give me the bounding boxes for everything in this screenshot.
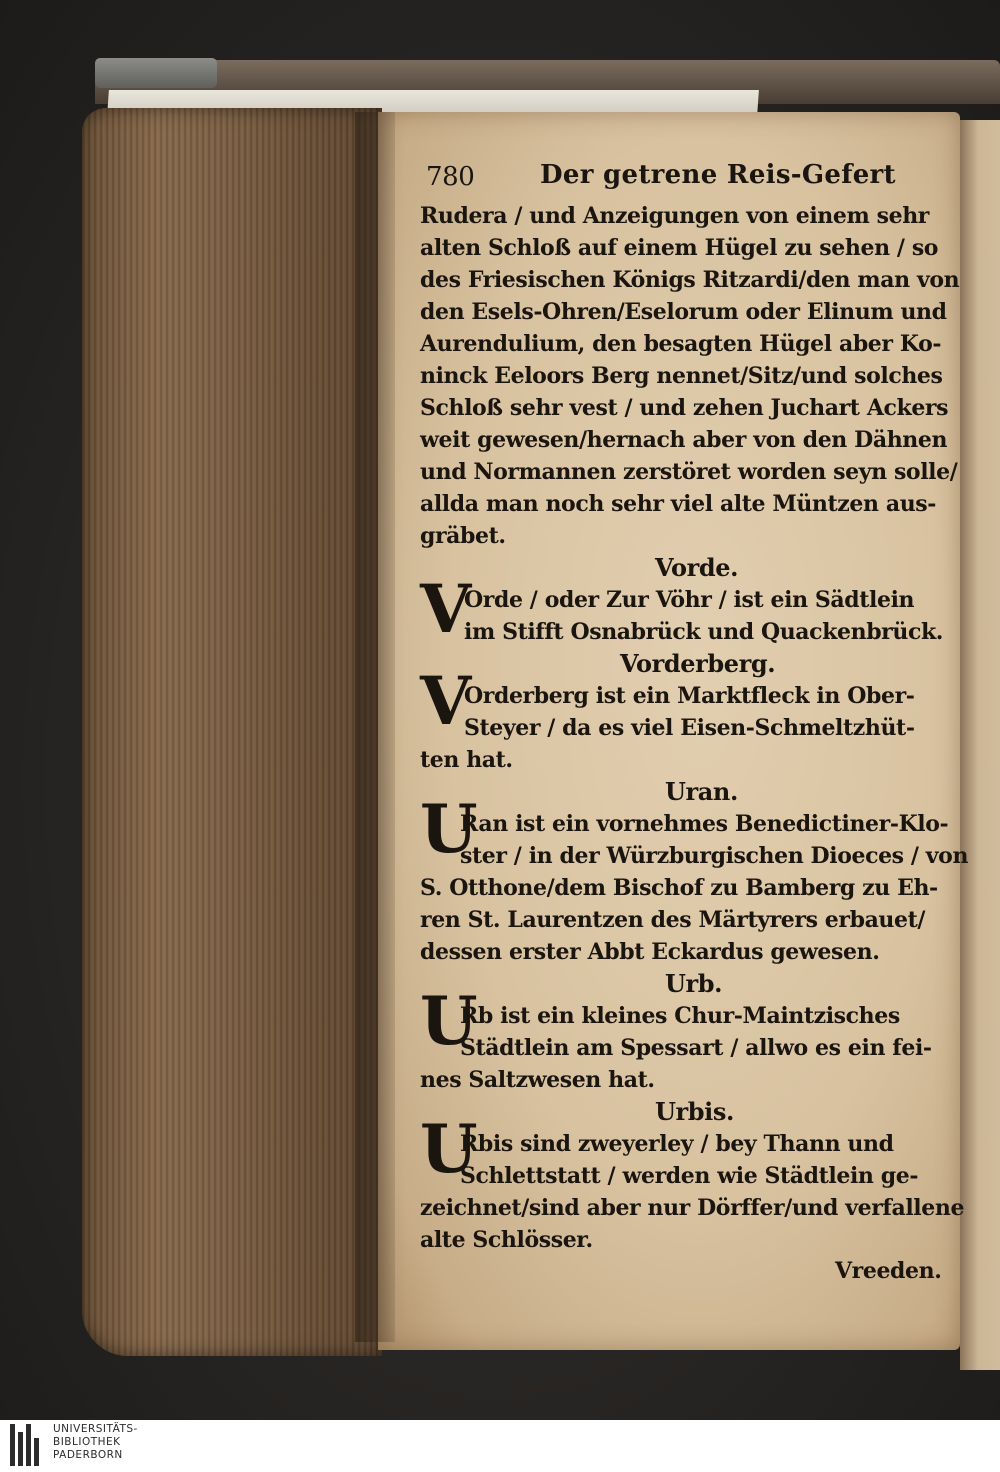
text-line: Rb ist ein kleines Chur-Maintzisches: [460, 1003, 900, 1029]
entry-heading: Vorderberg.: [620, 649, 776, 678]
drop-initial: V: [420, 662, 471, 740]
library-logo-icon: [10, 1424, 44, 1466]
text-line: allda man noch sehr viel alte Müntzen aus-: [420, 491, 937, 517]
entry-heading: Vorde.: [655, 553, 739, 582]
metal-clasp: [95, 58, 217, 88]
page-block-edges: [82, 108, 382, 1356]
drop-initial: U: [420, 1110, 478, 1188]
text-line: Steyer / da es viel Eisen-Schmeltzhüt-: [464, 715, 915, 741]
text-line: S. Otthone/dem Bischof zu Bamberg zu Eh-: [420, 875, 938, 901]
text-line: Rbis sind zweyerley / bey Thann und: [460, 1131, 894, 1157]
catchword: Vreeden.: [835, 1258, 942, 1284]
text-line: Ran ist ein vornehmes Benedictiner-Klo-: [460, 811, 949, 837]
facing-page-edge: [960, 120, 1000, 1370]
text-line: Städtlein am Spessart / allwo es ein fei-: [460, 1035, 932, 1061]
text-line: ster / in der Würzburgischen Dioeces / von: [460, 843, 969, 869]
text-line: im Stifft Osnabrück und Quackenbrück.: [464, 619, 944, 645]
text-line: des Friesischen Königs Ritzardi/den man von: [420, 267, 960, 293]
library-name-line: PADERBORN: [53, 1449, 123, 1461]
text-line: Orde / oder Zur Vöhr / ist ein Sädtlein: [464, 587, 915, 613]
text-line: ren St. Laurentzen des Märtyrers erbauet/: [420, 907, 926, 933]
text-line: und Normannen zerstöret worden seyn solle/: [420, 459, 958, 485]
text-line: alten Schloß auf einem Hügel zu sehen / so: [420, 235, 939, 261]
drop-initial: U: [420, 790, 478, 868]
page-gutter: [355, 112, 395, 1342]
text-line: dessen erster Abbt Eckardus gewesen.: [420, 939, 880, 965]
entry-heading: Uran.: [665, 777, 738, 806]
library-name: [53, 1423, 138, 1462]
drop-initial: V: [420, 570, 471, 648]
text-line: ninck Eeloors Berg nennet/Sitz/und solches: [420, 363, 943, 389]
entry-heading: Urb.: [665, 969, 723, 998]
text-line: den Esels-Ohren/Eselorum oder Elinum und: [420, 299, 947, 325]
page-number: 780: [426, 162, 475, 192]
library-name-line: UNIVERSITÄTS-: [53, 1423, 138, 1435]
text-line: Schlettstatt / werden wie Städtlein ge-: [460, 1163, 919, 1189]
entry-heading: Urbis.: [655, 1097, 734, 1126]
text-line: Schloß sehr vest / und zehen Juchart Ackers: [420, 395, 949, 421]
text-line: gräbet.: [420, 523, 506, 549]
text-line: weit gewesen/hernach aber von den Dähnen: [420, 427, 948, 453]
text-line: zeichnet/sind aber nur Dörffer/und verfallene: [420, 1195, 965, 1221]
library-name-line: BIBLIOTHEK: [53, 1436, 121, 1448]
text-line: nes Saltzwesen hat.: [420, 1067, 655, 1093]
text-line: alte Schlösser.: [420, 1227, 593, 1253]
text-line: ten hat.: [420, 747, 513, 773]
running-head-title: Der getrene Reis-Gefert: [540, 160, 896, 190]
text-line: Aurendulium, den besagten Hügel aber Ko-: [420, 331, 942, 357]
text-line: Rudera / und Anzeigungen von einem sehr: [420, 203, 929, 229]
running-head: [420, 160, 940, 196]
text-line: Orderberg ist ein Marktfleck in Ober-: [464, 683, 915, 709]
footer-bar: [0, 1420, 1000, 1472]
drop-initial: U: [420, 982, 478, 1060]
